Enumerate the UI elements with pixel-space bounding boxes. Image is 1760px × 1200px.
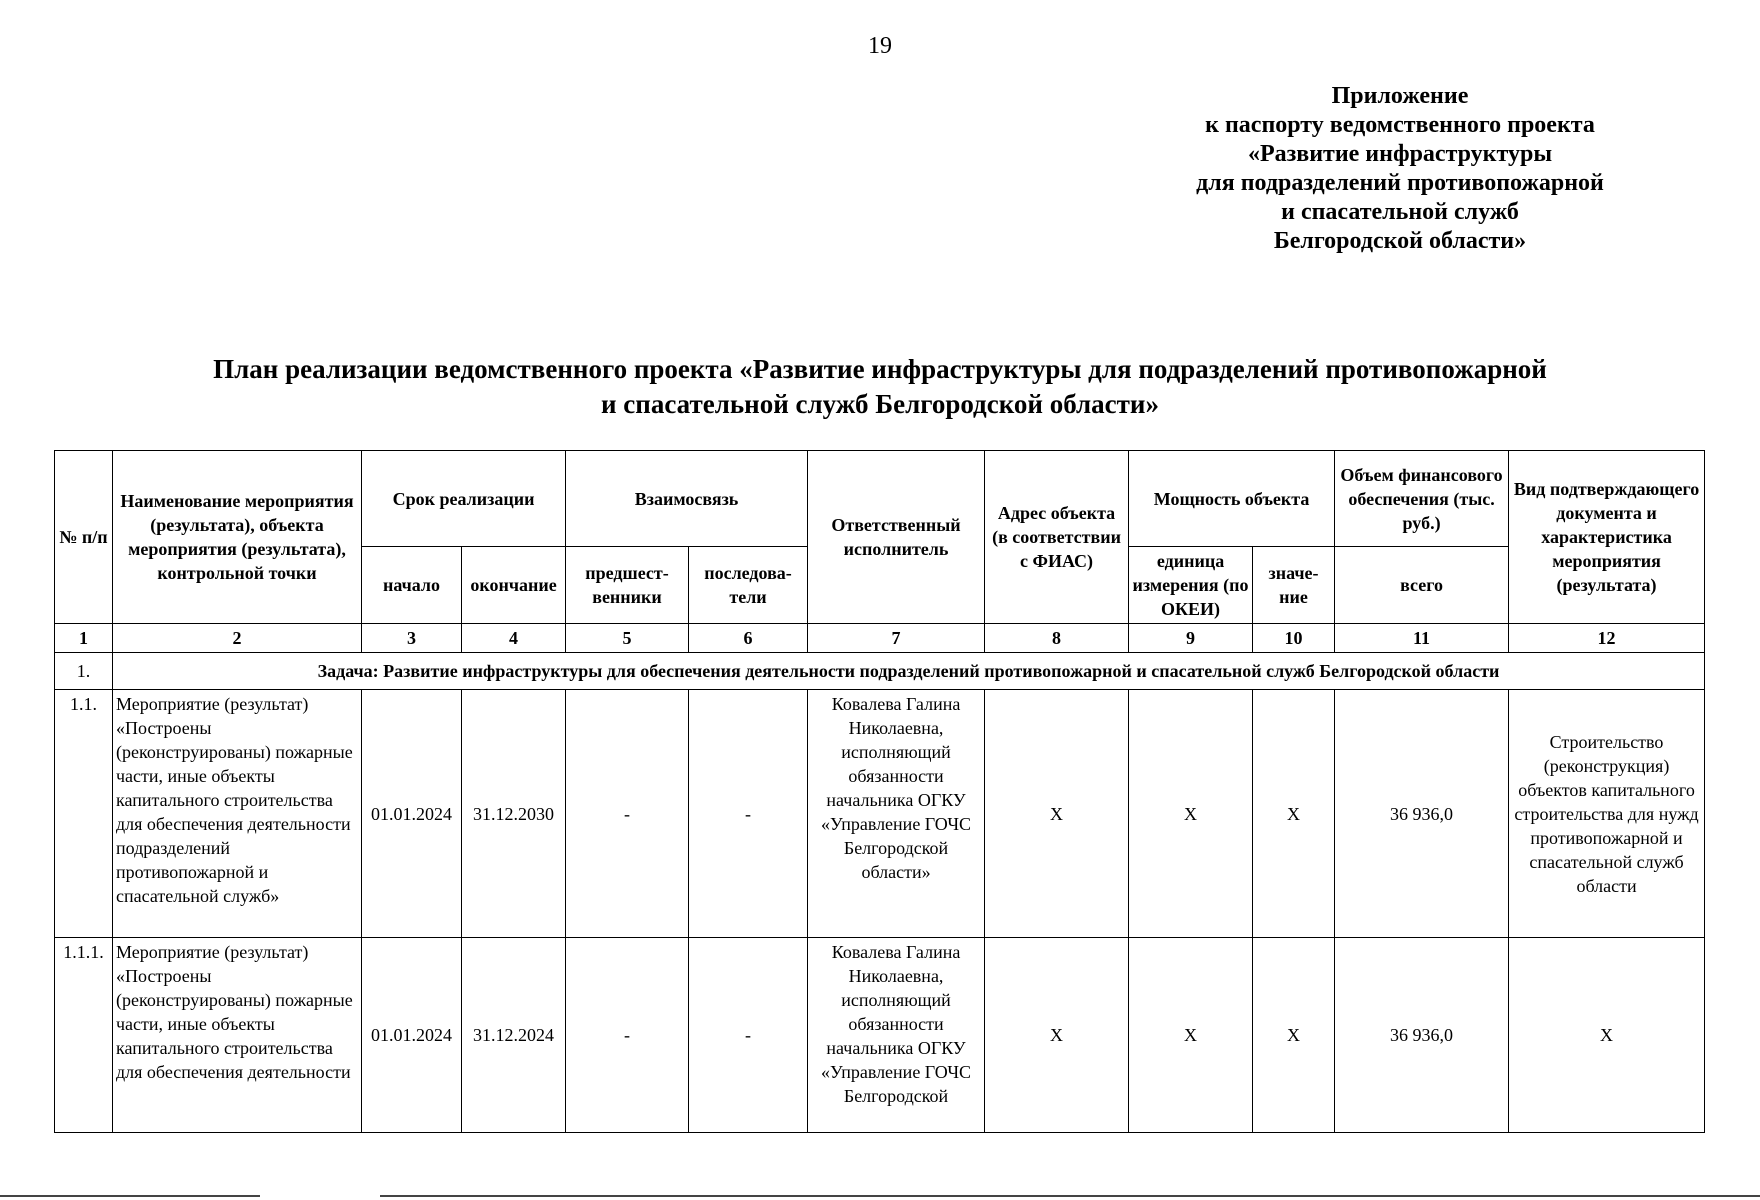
row-start: 01.01.2024 bbox=[362, 938, 462, 1133]
column-number: 4 bbox=[462, 624, 566, 653]
table-row bbox=[55, 690, 1705, 938]
row-document: Строительство (реконструкция) объектов капитального строительства для нужд противопожарной и спасательной служб области bbox=[1509, 690, 1705, 938]
task-row bbox=[55, 653, 1705, 690]
row-total: 36 936,0 bbox=[1335, 938, 1509, 1133]
task-text: Задача: Развитие инфраструктуры для обеспечения деятельности подразделений противопожарной и спасательной служб Белгородской области bbox=[113, 653, 1705, 690]
header-num: № п/п bbox=[55, 451, 113, 624]
appendix-line: Приложение bbox=[1331, 83, 1469, 109]
header-successors: последова-тели bbox=[689, 547, 808, 624]
appendix-line: и спасательной служб bbox=[1281, 199, 1519, 225]
header-document: Вид подтверждающего документа и характеристика мероприятия (результата) bbox=[1509, 451, 1705, 624]
row-num: 1.1.1. bbox=[55, 938, 113, 1133]
header-term: Срок реализации bbox=[362, 451, 566, 547]
row-name: Мероприятие (результат) «Построены (реконструированы) пожарные части, иные объекты капитального строительства для обеспечения деятельности подразделений противопожарной и спасательной служб» bbox=[113, 690, 362, 938]
document-title bbox=[0, 352, 1760, 422]
row-successors: - bbox=[689, 938, 808, 1133]
column-number: 2 bbox=[113, 624, 362, 653]
header-unit: единица измерения (по ОКЕИ) bbox=[1129, 547, 1253, 624]
header-total: всего bbox=[1335, 547, 1509, 624]
column-number: 1 bbox=[55, 624, 113, 653]
row-end: 31.12.2024 bbox=[462, 938, 566, 1133]
row-address: Х bbox=[985, 690, 1129, 938]
appendix-line: «Развитие инфраструктуры bbox=[1247, 141, 1553, 167]
column-number: 3 bbox=[362, 624, 462, 653]
header-end: окончание bbox=[462, 547, 566, 624]
row-predecessors: - bbox=[566, 938, 689, 1133]
row-responsible: Ковалева Галина Николаевна, исполняющий обязанности начальника ОГКУ «Управление ГОЧС Белгородской bbox=[808, 938, 985, 1133]
column-number: 9 bbox=[1129, 624, 1253, 653]
row-end: 31.12.2030 bbox=[462, 690, 566, 938]
header-finance: Объем финансового обеспечения (тыс. руб.) bbox=[1335, 451, 1509, 547]
header-name: Наименование мероприятия (результата), объекта мероприятия (результата), контрольной точки bbox=[113, 451, 362, 624]
title-line: План реализации ведомственного проекта «Развитие инфраструктуры для подразделений противопожарной bbox=[213, 354, 1547, 384]
appendix-line: для подразделений противопожарной bbox=[1196, 170, 1604, 196]
row-predecessors: - bbox=[566, 690, 689, 938]
column-number: 6 bbox=[689, 624, 808, 653]
row-unit: Х bbox=[1129, 938, 1253, 1133]
table-row bbox=[55, 938, 1705, 1133]
row-num: 1.1. bbox=[55, 690, 113, 938]
column-number: 12 bbox=[1509, 624, 1705, 653]
row-document: Х bbox=[1509, 938, 1705, 1133]
header-predecessors: предшест-венники bbox=[566, 547, 689, 624]
header-address: Адрес объекта (в соответствии с ФИАС) bbox=[985, 451, 1129, 624]
page-bottom-rule bbox=[0, 1195, 1760, 1198]
header-capacity: Мощность объекта bbox=[1129, 451, 1335, 547]
row-name: Мероприятие (результат) «Построены (реконструированы) пожарные части, иные объекты капитального строительства для обеспечения деятельности bbox=[113, 938, 362, 1133]
row-total: 36 936,0 bbox=[1335, 690, 1509, 938]
bottom-rule-left bbox=[0, 1195, 260, 1197]
column-number: 10 bbox=[1253, 624, 1335, 653]
row-address: Х bbox=[985, 938, 1129, 1133]
header-value: значе-ние bbox=[1253, 547, 1335, 624]
row-successors: - bbox=[689, 690, 808, 938]
task-num: 1. bbox=[55, 653, 113, 690]
page-number: 19 bbox=[868, 33, 892, 59]
appendix-header bbox=[1150, 82, 1650, 256]
plan-table bbox=[54, 450, 1705, 1133]
appendix-line: Белгородской области» bbox=[1273, 228, 1527, 254]
row-start: 01.01.2024 bbox=[362, 690, 462, 938]
column-number: 7 bbox=[808, 624, 985, 653]
header-relation: Взаимосвязь bbox=[566, 451, 808, 547]
header-responsible: Ответственный исполнитель bbox=[808, 451, 985, 624]
row-value: Х bbox=[1253, 938, 1335, 1133]
row-value: Х bbox=[1253, 690, 1335, 938]
title-line: и спасательной служб Белгородской области» bbox=[601, 389, 1159, 419]
column-number: 11 bbox=[1335, 624, 1509, 653]
row-responsible: Ковалева Галина Николаевна, исполняющий обязанности начальника ОГКУ «Управление ГОЧС Белгородской области» bbox=[808, 690, 985, 938]
column-number: 8 bbox=[985, 624, 1129, 653]
bottom-rule-right bbox=[380, 1195, 1760, 1197]
column-number: 5 bbox=[566, 624, 689, 653]
column-number-row bbox=[55, 624, 1705, 653]
header-start: начало bbox=[362, 547, 462, 624]
row-unit: Х bbox=[1129, 690, 1253, 938]
appendix-line: к паспорту ведомственного проекта bbox=[1205, 112, 1595, 138]
